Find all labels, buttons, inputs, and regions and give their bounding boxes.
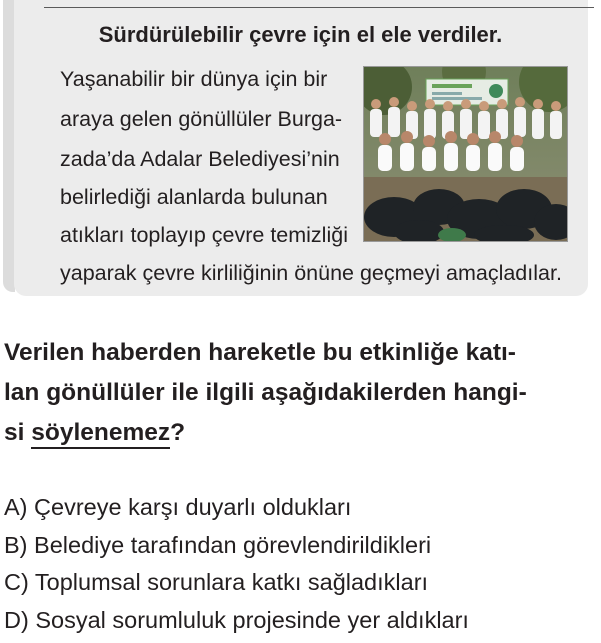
news-line-6: yaparak çevre kirliliğinin önüne geçmeyi amaçladılar. [60, 261, 562, 285]
question-line-3 [4, 421, 185, 446]
news-headline: Sürdürülebilir çevre için el ele verdiler. [98, 22, 503, 47]
choice-c[interactable]: C) Toplumsal sorunlara katkı sağladıkları [4, 569, 429, 595]
news-line-5: atıkları toplayıp çevre temizliği [60, 223, 348, 247]
news-line-2: araya gelen gönüllüler Burga- [60, 107, 343, 131]
news-line-1: Yaşanabilir bir dünya için bir [60, 67, 328, 91]
question-emphasis: söylenemez [31, 419, 170, 449]
question-line-2: lan gönüllüler ile ilgili aşağıdakilerden hangi- [4, 379, 527, 406]
choice-d[interactable]: D) Sosyal sorumluluk projesinde yer aldıkları [4, 607, 469, 633]
question-suffix: ? [170, 419, 186, 446]
volunteers-photo-illustration [364, 67, 567, 241]
choice-a[interactable]: A) Çevreye karşı duyarlı oldukları [4, 494, 352, 520]
top-rule [44, 7, 594, 8]
choice-b[interactable]: B) Belediye tarafından görevlendirildikleri [4, 532, 432, 558]
question-prefix: si [4, 419, 32, 446]
news-line-4: belirlediği alanlarda bulunan [60, 185, 328, 209]
question-line-1: Verilen haberden hareketle bu etkinliğe katı- [4, 339, 516, 366]
volunteers-photo [363, 66, 568, 242]
news-line-3: zada’da Adalar Belediyesi’nin [60, 147, 340, 171]
